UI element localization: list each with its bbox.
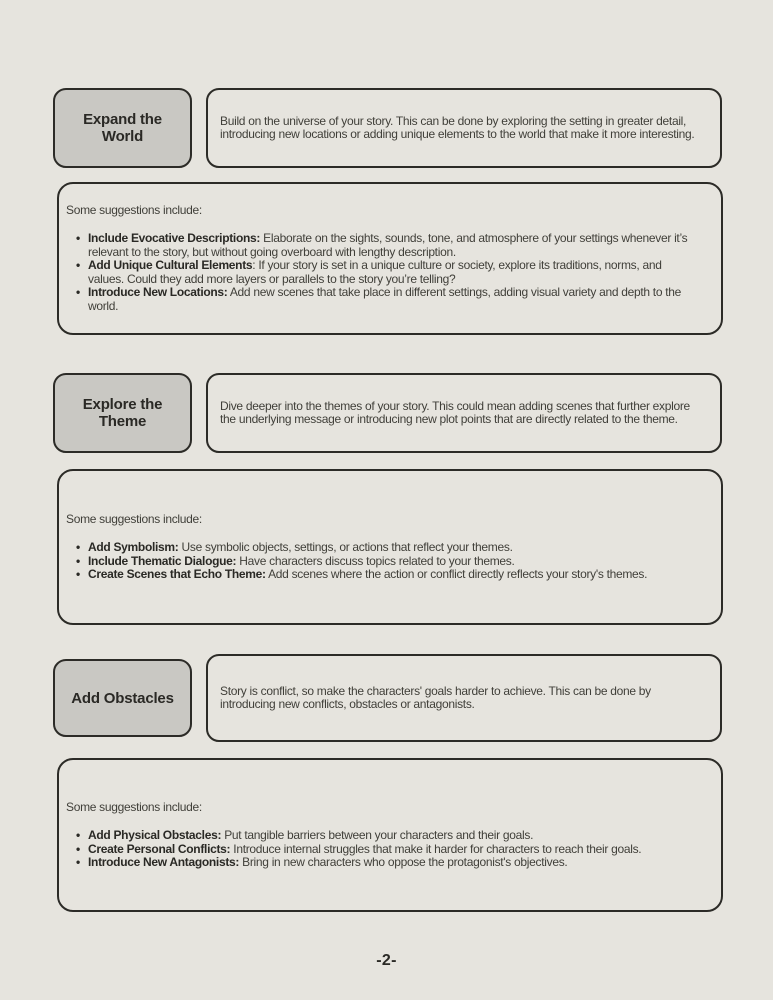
list-item	[88, 286, 698, 313]
list-item	[88, 541, 698, 555]
page-number: -2-	[376, 952, 397, 969]
section-expand-the-world	[53, 88, 722, 168]
suggestions-box-explore-the-theme	[57, 469, 723, 625]
list-item	[88, 568, 698, 582]
suggestions-list	[66, 232, 698, 313]
list-item-lead: Include Evocative Descriptions:	[88, 231, 261, 246]
list-item	[88, 843, 698, 857]
list-item-lead: Add Physical Obstacles:	[88, 828, 222, 842]
section-explore-the-theme	[53, 373, 722, 453]
list-item-lead: Introduce New Antagonists:	[88, 855, 240, 869]
section-label-text: Explore the Theme	[82, 396, 163, 430]
list-item	[88, 259, 698, 286]
list-item-text: Bring in new characters who oppose the protagonist's objectives.	[239, 855, 568, 869]
section-description-text: Build on the universe of your story. This can be done by exploring the setting in greater detail, introducing new locations or adding unique elements to the world that make it more interesting.	[220, 113, 695, 141]
list-item-text: Put tangible barriers between your characters and their goals.	[221, 828, 534, 842]
section-description-box	[206, 373, 722, 453]
list-item	[88, 555, 698, 569]
suggestions-box-expand-the-world	[57, 182, 723, 335]
section-label-text: Add Obstacles	[71, 689, 174, 707]
list-item-lead: Include Thematic Dialogue:	[88, 553, 237, 568]
section-label-text: Expand the World	[83, 111, 162, 145]
section-description-text: Dive deeper into the themes of your story. This could mean adding scenes that further explore the underlying message or introducing new plot points that are directly related to the theme.	[220, 398, 690, 426]
section-description-box	[206, 88, 722, 168]
suggestions-intro: Some suggestions include:	[66, 799, 202, 814]
list-item-lead: Create Scenes that Echo Theme:	[88, 567, 266, 581]
list-item	[88, 232, 698, 259]
list-item-text: Have characters discuss topics related to your themes.	[236, 553, 515, 568]
suggestions-box-add-obstacles	[57, 758, 723, 912]
list-item-text: Add new scenes that take place in different settings, adding visual variety and depth to the world.	[88, 285, 682, 313]
suggestions-intro: Some suggestions include:	[66, 511, 202, 526]
list-item-lead: Add Symbolism:	[88, 540, 179, 554]
suggestions-list	[66, 541, 698, 582]
section-add-obstacles	[53, 654, 722, 742]
section-label-add-obstacles	[53, 659, 192, 737]
list-item	[88, 856, 698, 870]
suggestions-list	[66, 829, 698, 870]
section-description-box	[206, 654, 722, 742]
list-item-lead: Add Unique Cultural Elements	[88, 258, 253, 273]
list-item	[88, 829, 698, 843]
list-item-text: Add scenes where the action or conflict directly reflects your story's themes.	[265, 567, 648, 581]
section-label-expand-the-world	[53, 88, 192, 168]
list-item-text: Use symbolic objects, settings, or actions that reflect your themes.	[178, 540, 513, 554]
list-item-text: Introduce internal struggles that make it harder for characters to reach their goals.	[230, 841, 642, 856]
section-description-text: Story is conflict, so make the characters' goals harder to achieve. This can be done by introducing new conflicts, obstacles or antagonists.	[220, 683, 651, 711]
list-item-lead: Create Personal Conflicts:	[88, 841, 231, 856]
list-item-lead: Introduce New Locations:	[88, 285, 228, 300]
list-item-text: : If your story is set in a unique culture or society, explore its traditions, norms, and values. Could they add more layers or parallels to the story you’re telling?	[88, 258, 662, 286]
list-item-text: Elaborate on the sights, sounds, tone, and atmosphere of your settings whenever it’s relevant to the story, but without going overboard with lengthy description.	[88, 231, 688, 259]
suggestions-intro: Some suggestions include:	[66, 202, 202, 217]
section-label-explore-the-theme	[53, 373, 192, 453]
